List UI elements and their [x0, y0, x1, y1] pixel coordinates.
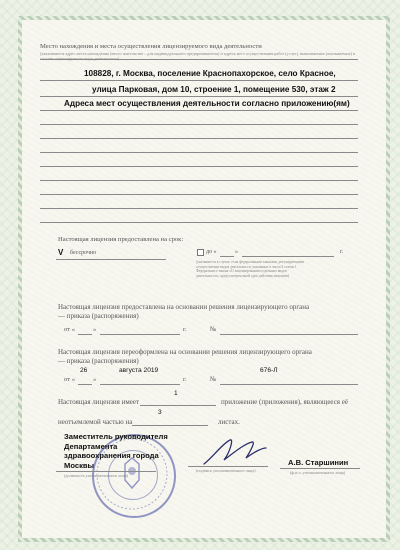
term-until-quote: »	[235, 249, 238, 255]
basis-year-suffix: г.	[183, 326, 187, 333]
place-note: (указываются адрес места нахождения (место жительства – для индивидуального предпринимателя) и адреса мест осуществления работ (услуг), выполняемых (оказываемых) в составе лицензируемого вида деятельности)	[40, 51, 356, 61]
sign-role-line-3: здравоохранения города	[64, 451, 159, 461]
sign-role-underline	[56, 471, 156, 472]
annex-count: 1	[174, 390, 178, 397]
annex-sheets-line	[132, 425, 208, 426]
term-month-line	[242, 256, 334, 257]
term-label: Настоящая лицензия предоставлена на срок:	[58, 236, 184, 243]
term-year-suffix: г.	[340, 249, 344, 255]
basis-date-quote: »	[93, 326, 97, 333]
basis-label-1: Настоящая лицензия предоставлена на основании решения лицензирующего органа	[58, 303, 310, 311]
reissue-month-year: августа 2019	[119, 367, 159, 374]
address-underline-9	[40, 194, 358, 195]
sign-role-note: (должность уполномоченного лица)	[64, 473, 129, 478]
sign-role-line-2: Департамента	[64, 441, 118, 451]
term-day-line	[220, 256, 234, 257]
place-underline	[40, 59, 358, 60]
sign-role	[64, 432, 168, 470]
reissue-date-from: от «	[64, 376, 76, 383]
sign-name-underline	[280, 468, 360, 469]
address-line-1: 108828, г. Москва, поселение Краснопахорское, село Красное,	[84, 69, 336, 78]
reissue-date-quote: »	[93, 376, 97, 383]
basis-day-line	[78, 334, 92, 335]
term-unlimited-label: бессрочно	[70, 250, 97, 256]
address-underline-10	[40, 208, 358, 209]
reissue-month-line	[100, 384, 180, 385]
reissue-label-2: — приказа (распоряжения)	[58, 357, 139, 365]
reissue-day-line	[78, 384, 92, 385]
address-underline-1	[40, 80, 358, 81]
term-until-checkbox	[197, 249, 204, 256]
address-underline-3	[40, 110, 358, 111]
reissue-number-line	[220, 384, 358, 385]
basis-number-sign: №	[210, 326, 217, 333]
reissue-number-sign: №	[210, 376, 217, 383]
sign-signature-note: (подпись уполномоченного лица)	[196, 468, 256, 473]
basis-number-line	[220, 334, 358, 335]
basis-date-from: от «	[64, 326, 76, 333]
address-underline-7	[40, 166, 358, 167]
annex-label-1: Настоящая лицензия имеет	[58, 398, 140, 406]
reissue-number: 676-Л	[260, 367, 278, 374]
annex-sheets: 3	[158, 409, 162, 416]
basis-label-2: — приказа (распоряжения)	[58, 312, 139, 320]
sign-role-line-4: Москвы	[64, 460, 95, 470]
term-note: (указывается в случае, если федеральными законами, регулирующими осуществление видов деятельности, указанных в части 4 статьи 1 Федерального закона «О лицензировании отдельных видов деятельности», предусмотрен иной срок действия лицензии)	[196, 260, 305, 278]
annex-label-4: листах.	[218, 418, 240, 426]
annex-label-2: приложение (приложения), являющееся её	[221, 398, 348, 406]
basis-month-line	[100, 334, 180, 335]
signature-underline	[188, 466, 268, 467]
address-underline-6	[40, 152, 358, 153]
address-underline-5	[40, 138, 358, 139]
annex-label-3: неотъемлемой частью на	[58, 418, 133, 426]
annex-count-line	[140, 405, 216, 406]
reissue-day: 26	[80, 367, 88, 374]
address-line-2: улица Парковая, дом 10, строение 1, помещение 530, этаж 2	[92, 85, 336, 94]
address-underline-8	[40, 180, 358, 181]
address-underline-11	[40, 222, 358, 223]
reissue-year-suffix: г.	[183, 376, 187, 383]
reissue-label-1: Настоящая лицензия переоформлена на основании решения лицензирующего органа	[58, 348, 312, 356]
sign-name-note: (ф.и.о. уполномоченного лица)	[290, 470, 346, 475]
term-checkmark: V	[58, 248, 64, 257]
handwritten-signature	[200, 434, 270, 470]
address-line-3: Адреса мест осуществления деятельности согласно приложению(ям)	[64, 99, 350, 108]
address-underline-4	[40, 124, 358, 125]
term-unlimited-underline	[56, 259, 166, 260]
term-until-label: до «	[206, 249, 217, 255]
place-label: Место нахождения и места осуществления лицензируемого вида деятельности	[40, 43, 262, 50]
address-underline-2	[40, 96, 358, 97]
sign-role-line-1: Заместитель руководителя	[64, 432, 168, 441]
sign-name: А.В. Старшинин	[288, 458, 349, 467]
